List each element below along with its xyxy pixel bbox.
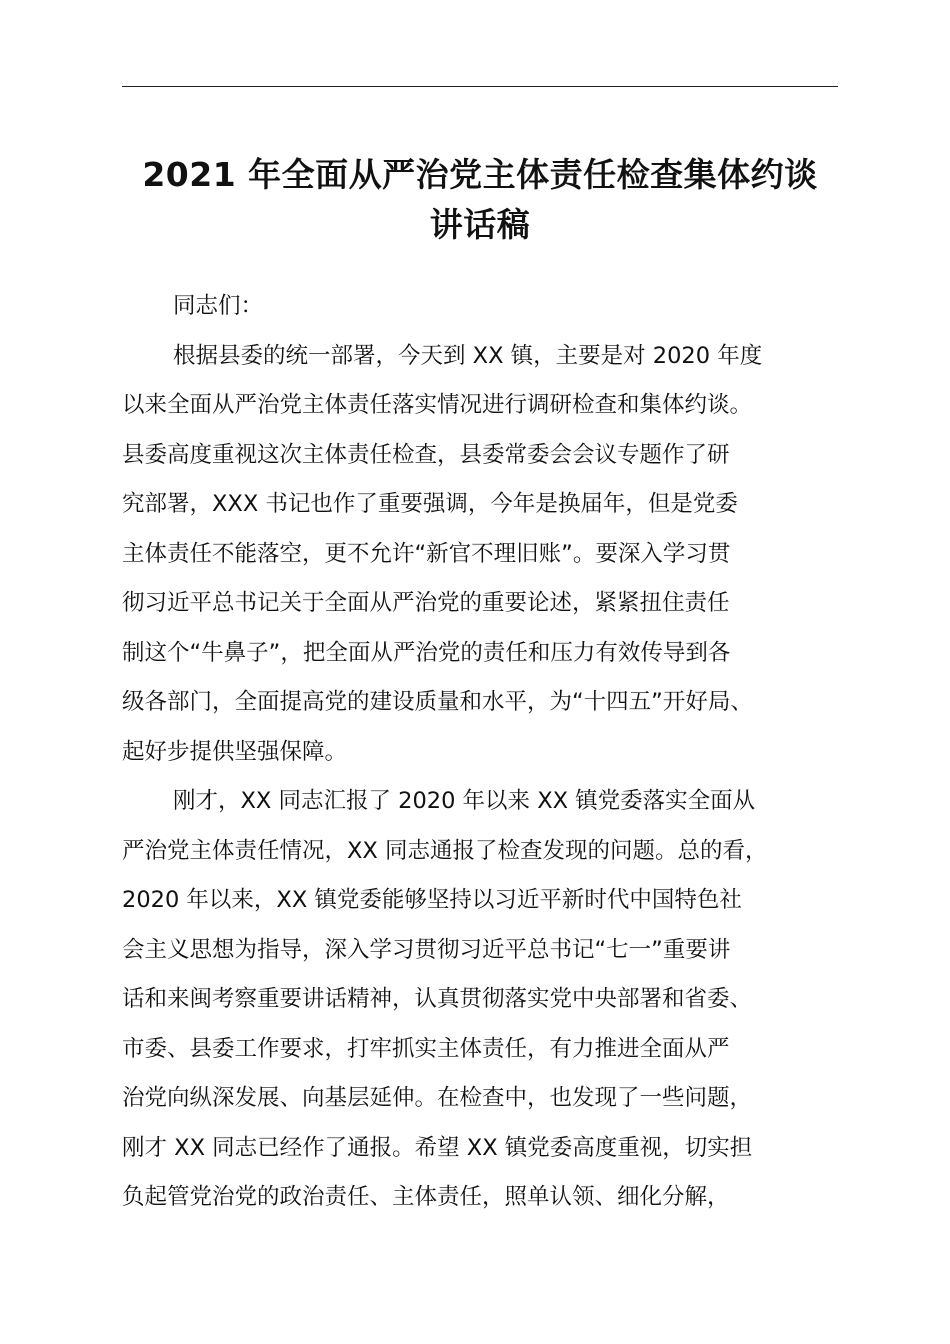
document-title — [110, 150, 850, 249]
document-body — [122, 282, 867, 1223]
paragraph-line: 主体责任不能落空，更不允许“新官不理旧账”。要深入学习贯 — [122, 540, 731, 567]
paragraph-line: 负起管党治党的政治责任、主体责任，照单认领、细化分解， — [122, 1184, 730, 1210]
paragraph-line: 话和来闽考察重要讲话精神，认真贯彻落实党中央部署和省委、 — [122, 986, 753, 1012]
paragraph-line: 县委高度重视这次主体责任检查，县委常委会会议专题作了研 — [122, 441, 730, 468]
paragraph-line: 究部署，XXX 书记也作了重要强调，今年是换届年，但是党委 — [122, 491, 738, 517]
paragraph-line: 制这个“牛鼻子”，把全面从严治党的责任和压力有效传导到各 — [122, 639, 731, 666]
salutation: 同志们： — [173, 293, 264, 319]
title-line: 讲话稿 — [429, 204, 531, 244]
paragraph-line: 市委、县委工作要求，打牢抓实主体责任，有力推进全面从严 — [122, 1035, 730, 1062]
paragraph-line: 治党向纵深发展、向基层延伸。在检查中，也发现了一些问题， — [122, 1085, 753, 1111]
paragraph-line: 刚才 XX 同志已经作了通报。希望 XX 镇党委高度重视，切实担 — [122, 1134, 753, 1161]
header-rule — [122, 86, 838, 87]
paragraph-line: 级各部门，全面提高党的建设质量和水平，为“十四五”开好局、 — [122, 689, 753, 715]
paragraph-1 — [122, 332, 867, 778]
paragraph-line: 根据县委的统一部署，今天到 XX 镇，主要是对 2020 年度 — [173, 342, 763, 369]
paragraph-line: 以来全面从严治党主体责任落实情况进行调研检查和集体约谈。 — [122, 392, 753, 418]
paragraph-line: 2020 年以来，XX 镇党委能够坚持以习近平新时代中国特色社 — [122, 887, 742, 913]
paragraph-line: 彻习近平总书记关于全面从严治党的重要论述，紧紧扭住责任 — [122, 590, 730, 616]
paragraph-line: 严治党主体责任情况，XX 同志通报了检查发现的问题。总的看， — [122, 837, 768, 864]
paragraph-line: 起好步提供坚强保障。 — [122, 738, 348, 765]
title-line: 2021 年全面从严治党主体责任检查集体约谈 — [142, 155, 818, 194]
paragraph-line: 会主义思想为指导，深入学习贯彻习近平总书记“七一”重要讲 — [122, 936, 731, 963]
paragraph-line: 刚才，XX 同志汇报了 2020 年以来 XX 镇党委落实全面从 — [173, 788, 756, 814]
paragraph-2 — [122, 777, 867, 1223]
